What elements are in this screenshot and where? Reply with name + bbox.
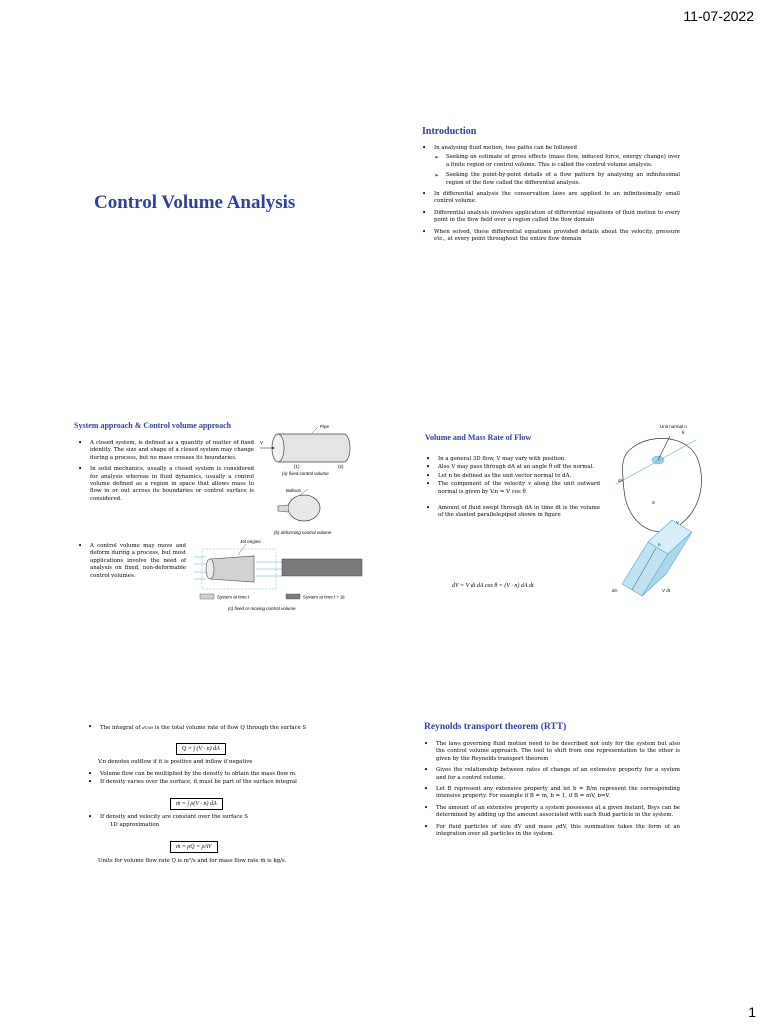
fig-normal-label: n — [658, 542, 661, 547]
slide6-bullet: • The laws governing fluid motion need to be described not only for the system but also the control volume approach. The tool to shift from one representation to the other is given by the Reynolds transport theorem — [424, 741, 680, 763]
slide2-sub-bullet: ➢ Seeking an estimate of gross effects (mass flow, induced force, energy change) over a finite region or control volume. This is called the control volume analysis. — [434, 154, 680, 169]
page-number: 1 — [748, 1004, 756, 1020]
slide6-bullet: • Gives the relationship between rates of change of an extensive property for a system and for a control volume. — [424, 767, 680, 782]
slide5-eq-1d: ṁ = ρQ = ρAV — [170, 841, 218, 853]
fig-pipe-label: Pipe — [320, 424, 330, 429]
fig-balloon-label: Balloon — [286, 488, 302, 493]
slide6 — [424, 722, 680, 842]
fig-system-t1-label: System at time t — [217, 594, 250, 600]
slide4-bullet: • Let n be defined as the unit vector normal to dA. — [426, 473, 600, 480]
slide6-bullet: • For fluid particles of size dV and mass ρdV, this summation takes the form of an integration over all particles in the system. — [424, 824, 680, 839]
slide2 — [422, 126, 680, 247]
fig-unit-normal-label: Unit normal n — [660, 424, 687, 429]
slide5-bullet: • The integral of dV/dt is the total volume rate of flow Q through the surface S — [88, 724, 340, 732]
slide1-title: Control Volume Analysis — [94, 192, 296, 213]
fig-velocity-label: V — [260, 440, 264, 445]
fig-dA-label-2: dA — [612, 588, 618, 593]
slide5 — [88, 724, 340, 866]
slide3-heading: System approach & Control volume approach — [74, 421, 232, 430]
slide4-bullet: • Also V may pass through dA at an angle θ off the normal. — [426, 464, 600, 471]
fixed-cv-figure — [256, 424, 356, 480]
flux-surface-figure — [612, 420, 712, 600]
slide5-bullet: • If density varies over the surface, it must be part of the surface integral — [88, 779, 340, 786]
slide6-bullet: • Let B represent any extensive property and let b = B/m represent the corresponding intensive property. For example if B = m, b = 1, if B = mV, b=V. — [424, 786, 680, 801]
slide5-bullet: • If density and velocity are constant over the surface S — [88, 814, 340, 821]
slide4-bullets — [426, 456, 600, 524]
deforming-cv-figure — [256, 484, 356, 540]
slide3-bullet: • A control volume may move and deform during a process, but most applications involve the need of analysis on fixed, non-deformable control volumes. — [78, 543, 186, 580]
jet-engine-figure — [194, 538, 366, 614]
slide2-bullet: • When solved, these differential equations provided details about the velocity, pressure etc., at every point throughout the entire flow domain — [422, 229, 680, 244]
slide4-heading: Volume and Mass Rate of Flow — [425, 433, 532, 442]
slide6-heading: Reynolds transport theorem (RTT) — [424, 722, 567, 732]
slide2-bullets — [422, 145, 680, 243]
slide4-bullet: • The component of the velocity v along the unit outward normal is given by V.n = V cos θ — [426, 481, 600, 496]
fig-caption-a: (a) fixed control volume — [282, 471, 329, 476]
slide5-bullet: • Volume flow can be multiplied by the density to obtain the mass flow m. — [88, 771, 340, 778]
slide4-bullet: • In a general 3D flow, V may vary with position. — [426, 456, 600, 463]
fig-dA-label: dA — [618, 478, 624, 483]
slide2-sub-bullet: ➢ Seeking the point-by-point details of a flow pattern by analysing an infinitesimal region of the flow called the differential analysis. — [434, 172, 680, 187]
slide4-bullet: • Amount of fluid swept through dA in time dt is the volume of the slanted parallelepiped shown in figure — [426, 505, 600, 520]
fig-theta-label: θ — [682, 430, 685, 435]
slide2-bullet: • Differential analysis involves application of differential equations of fluid motion to every point in the flow field over a region called the flow domain — [422, 210, 680, 225]
slide5-note: V.n denotes outflow if it is positive and inflow if negative — [98, 759, 253, 766]
slide2-bullet: • In differential analysis the conservation laws are applied to an infinitesimally small control volume. — [422, 191, 680, 206]
fig-surface-label: S — [652, 500, 656, 505]
fig-caption-b: (b) deforming control volume — [274, 530, 332, 535]
fig-vdt-label: V dt — [662, 588, 671, 593]
slide3-bullets-b — [78, 543, 186, 584]
slide5-eq-volume-flow: Q = ∫ (V · n) dA — [176, 743, 226, 755]
slide2-bullet: • In analysing fluid motion, two paths can be followed ➢ Seeking an estimate of gross effects (mass flow, induced force, energy change) over a finite region or control volume. This is called the control volume analysis. ➢ Seeking the point-by-point details of a flow pattern by analysing an infinitesimal region of the flow called the differential analysis. — [422, 145, 680, 187]
slide4-equation: dV = V dt dA cos θ = (V · n) dA dt — [452, 583, 534, 589]
header-date: 11-07-2022 — [683, 8, 754, 24]
fig-caption-c: (c) fixed or moving control volume — [228, 606, 296, 611]
slide6-bullet: • The amount of an extensive property a system possesses at a given instant, Bsys can be determined by adding up the amount associated with each fluid particle in the system. — [424, 805, 680, 820]
slide2-heading: Introduction — [422, 126, 477, 137]
fig-system-t2-label: System at time t + Δt — [303, 594, 345, 600]
slide3-bullets-a — [78, 440, 254, 507]
fig-v-label: V — [676, 520, 680, 525]
fig-section2-label: (2) — [338, 464, 344, 469]
slide3-bullet: • In solid mechanics, usually a closed system is considered for analysis whereas in fluid dynamics, usually a control volume defined as a region in space that allows mass to flow in or out across its boundaries or control surface is considered. — [78, 466, 254, 503]
slide5-approx: 1D approximation — [110, 822, 160, 829]
slide3-bullet: • A closed system, is defined as a quantity of matter of fixed identity. The size and shape of a closed system may change during a process, but no mass crosses its boundaries. — [78, 440, 254, 462]
slide5-units: Units for volume flow rate Q is m³/s and for mass flow rate ṁ is kg/s. — [98, 858, 287, 865]
fig-section1-label: (1) — [294, 464, 300, 469]
fig-jet-label: Jet engine — [240, 539, 261, 544]
slide5-eq-mass-flow: ṁ = ∫ ρ(V · n) dA — [170, 798, 223, 810]
